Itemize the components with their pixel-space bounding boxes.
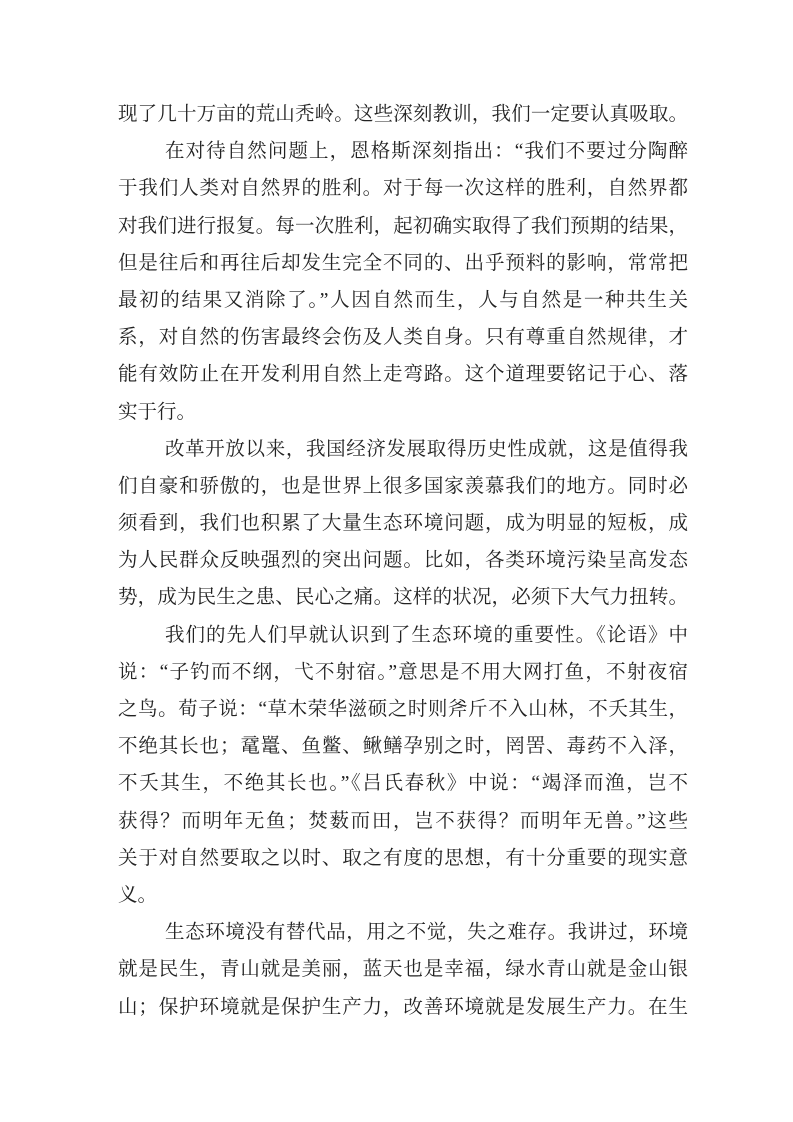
paragraph-4 [118, 617, 688, 915]
text-line: 获得？而明年无鱼；焚薮而田，岂不获得？而明年无兽。”这些 [118, 810, 688, 832]
paragraph-2 [118, 133, 688, 431]
text-line: 实于行。 [118, 401, 197, 423]
text-line: 在对待自然问题上，恩格斯深刻指出：“我们不要过分陶醉 [165, 141, 688, 163]
paragraph-5 [118, 914, 688, 1026]
text-line: 于我们人类对自然界的胜利。对于每一次这样的胜利，自然界都 [118, 178, 688, 200]
text-line: 势，成为民生之患、民心之痛。这样的状况，必须下大气力扭转。 [118, 587, 688, 609]
text-line: 我们的先人们早就认识到了生态环境的重要性。《论语》中 [165, 624, 688, 646]
text-line: 生态环境没有替代品，用之不觉，失之难存。我讲过，环境 [165, 922, 688, 944]
text-line: 现了几十万亩的荒山秃岭。这些深刻教训，我们一定要认真吸取。 [118, 104, 688, 125]
text-line: 能有效防止在开发利用自然上走弯路。这个道理要铭记于心、落 [118, 364, 688, 386]
text-line: 系，对自然的伤害最终会伤及人类自身。只有尊重自然规律，才 [118, 327, 688, 349]
text-line: 须看到，我们也积累了大量生态环境问题，成为明显的短板，成 [118, 513, 688, 535]
text-line: 改革开放以来，我国经济发展取得历史性成就，这是值得我 [165, 438, 688, 460]
text-line: 们自豪和骄傲的，也是世界上很多国家羡慕我们的地方。同时必 [118, 475, 688, 497]
text-line: 之鸟。荀子说：“草木荣华滋硕之时则斧斤不入山林，不夭其生， [118, 699, 688, 720]
text-line: 不夭其生，不绝其长也。”《吕氏春秋》中说：“竭泽而渔，岂不 [118, 773, 688, 795]
text-line: 不绝其长也；鼋鼍、鱼鳖、鳅鳝孕别之时，罔罟、毒药不入泽， [118, 736, 688, 758]
text-line: 义。 [118, 884, 158, 906]
text-line: 关于对自然要取之以时、取之有度的思想，有十分重要的现实意 [118, 847, 688, 869]
document-body [118, 96, 688, 1026]
text-line: 对我们进行报复。每一次胜利，起初确实取得了我们预期的结果， [118, 215, 688, 237]
text-line: 为人民群众反映强烈的突出问题。比如，各类环境污染呈高发态 [118, 550, 688, 572]
text-line: 但是往后和再往后却发生完全不同的、出乎预料的影响，常常把 [118, 252, 688, 274]
text-line: 最初的结果又消除了。”人因自然而生，人与自然是一种共生关 [118, 289, 688, 311]
text-line: 山；保护环境就是保护生产力，改善环境就是发展生产力。在生 [118, 996, 688, 1018]
text-line: 就是民生，青山就是美丽，蓝天也是幸福，绿水青山就是金山银 [118, 959, 688, 981]
text-line: 说：“子钓而不纲，弋不射宿。”意思是不用大网打鱼，不射夜宿 [118, 661, 688, 683]
paragraph-3 [118, 431, 688, 617]
paragraph-1 [118, 96, 688, 133]
